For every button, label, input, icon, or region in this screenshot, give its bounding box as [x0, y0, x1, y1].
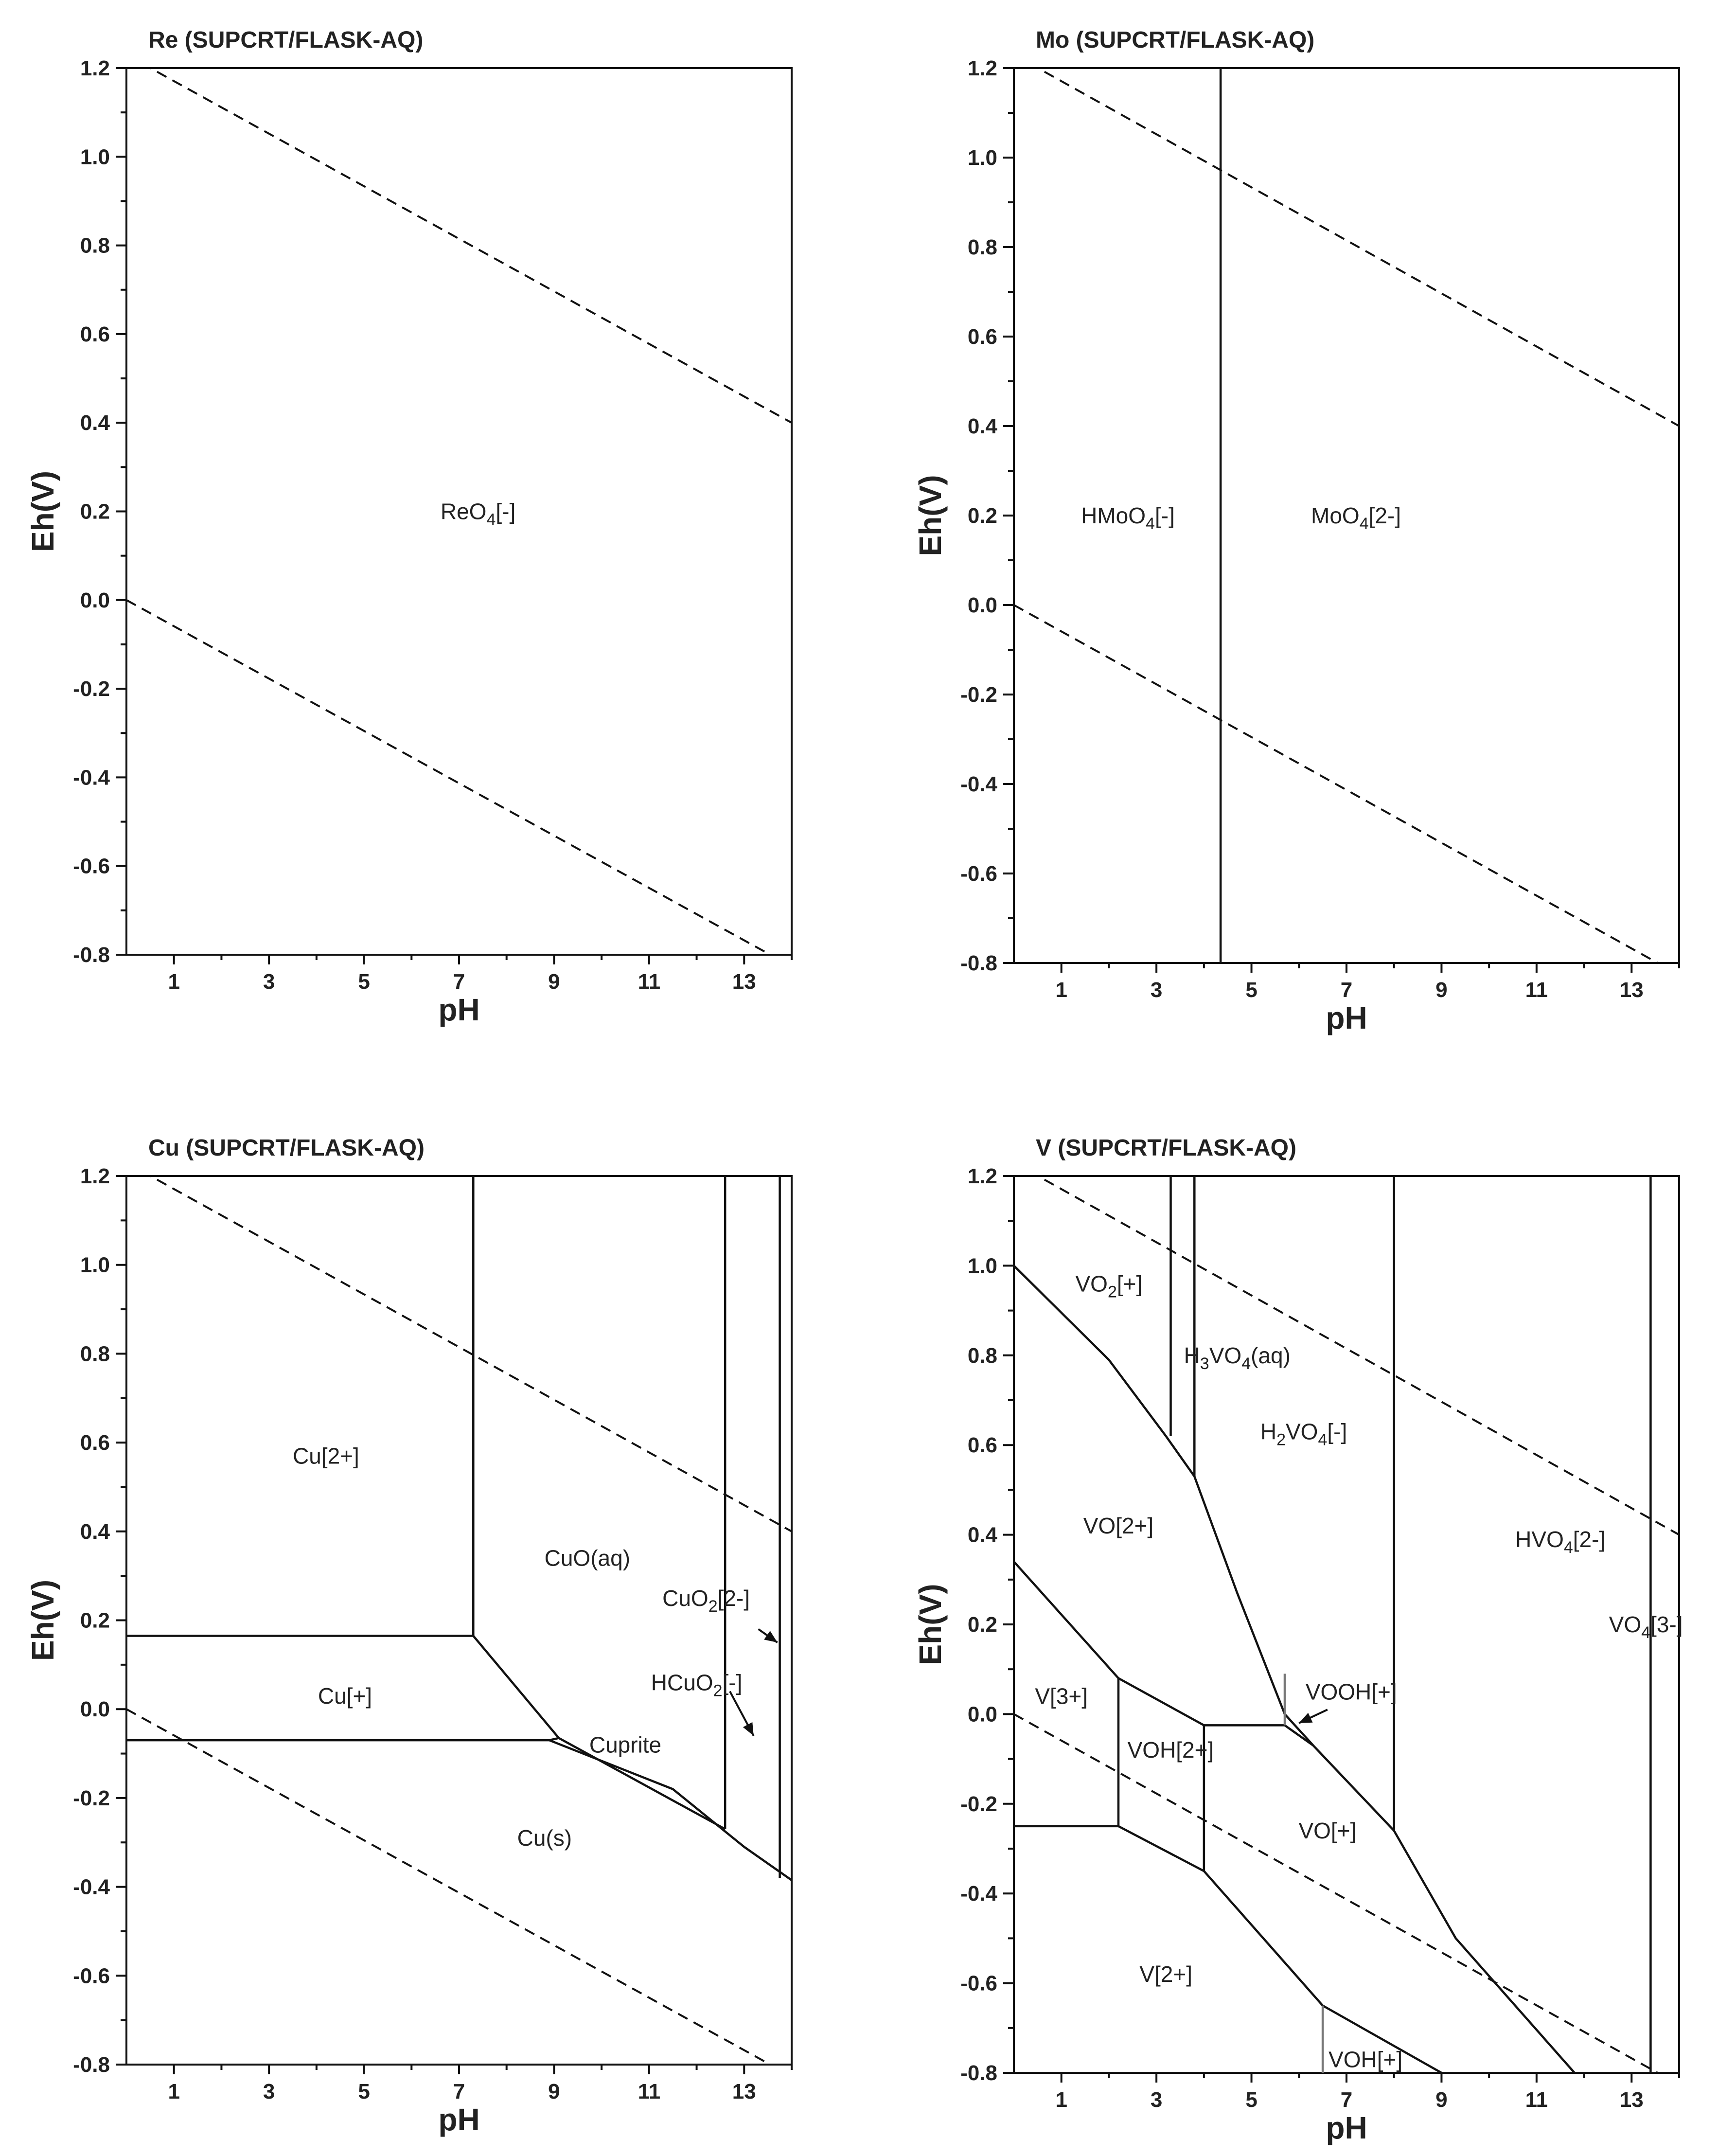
region-label: Cu(s) [517, 1825, 572, 1851]
x-tick-label: 7 [453, 2080, 465, 2103]
y-tick-label: -0.4 [73, 766, 110, 790]
y-tick-label: -0.8 [960, 951, 997, 975]
region-label: VOH[+] [1328, 2047, 1403, 2072]
chart-title: Cu (SUPCRT/FLASK-AQ) [148, 1135, 425, 1161]
region-label: VO[2+] [1083, 1513, 1154, 1539]
region-label: HMoO$_4$[-] [1081, 503, 1175, 533]
water-stability-line [126, 1163, 792, 1532]
y-tick-label: 0.8 [80, 1342, 110, 1366]
y-axis-label: Eh(V) [25, 1579, 60, 1661]
y-tick-label: 0.2 [967, 504, 997, 528]
x-tick-label: 11 [638, 2080, 661, 2103]
y-tick-label: 0.4 [80, 1519, 110, 1544]
region-label: $H_3VO_4(aq)$ [1184, 1342, 1291, 1373]
x-tick-label: 7 [1340, 2088, 1353, 2112]
y-tick-label: 0.8 [967, 235, 997, 259]
x-tick-label: 9 [1435, 978, 1448, 1002]
y-tick-label: 0.6 [967, 325, 997, 349]
y-axis-label: Eh(V) [913, 1584, 948, 1665]
region-label: $H_2VO_4[-]$ [1260, 1419, 1347, 1449]
chart-panel-1 [25, 27, 792, 1027]
chart-panel-3 [25, 1135, 792, 2137]
x-tick-label: 1 [1055, 978, 1067, 1002]
x-tick-label: 7 [1340, 978, 1353, 1002]
x-tick-label: 11 [1525, 2088, 1548, 2112]
region-label: VOH[2+] [1127, 1737, 1214, 1763]
region-label: VOOH[+] [1305, 1679, 1397, 1705]
y-tick-label: -0.2 [960, 683, 997, 707]
region-label: V[2+] [1139, 1961, 1193, 1987]
water-stability-line [126, 55, 792, 423]
x-tick-label: 5 [1245, 2088, 1258, 2112]
y-tick-label: 1.0 [967, 146, 997, 170]
x-tick-label: 5 [358, 2080, 370, 2103]
y-axis-label: Eh(V) [25, 470, 60, 552]
region-label: HCuO$_2$[-] [651, 1670, 743, 1700]
x-tick-label: 1 [168, 970, 180, 994]
region-label: Cu[2+] [292, 1443, 359, 1469]
y-tick-label: 1.0 [967, 1254, 997, 1278]
plot-frame [126, 1176, 792, 2065]
x-tick-label: 13 [1619, 2088, 1644, 2112]
y-tick-label: 1.2 [80, 56, 110, 80]
y-tick-label: -0.4 [73, 1875, 110, 1899]
region-label: $VO_2[+]$ [1075, 1271, 1143, 1301]
water-stability-line [1014, 54, 1679, 426]
y-tick-label: 0.0 [80, 1697, 110, 1722]
x-tick-label: 7 [453, 970, 465, 994]
y-axis-label: Eh(V) [913, 475, 948, 556]
x-tick-label: 3 [1150, 978, 1163, 1002]
x-axis-label: pH [438, 992, 480, 1027]
pointer-arrow [1299, 1710, 1328, 1723]
field-boundary [1014, 1826, 1441, 2073]
x-tick-label: 5 [358, 970, 370, 994]
x-axis-label: pH [1326, 1000, 1367, 1035]
water-stability-line [126, 600, 770, 955]
y-tick-label: -0.2 [73, 677, 110, 701]
region-label: $HVO_4[2-]$ [1515, 1526, 1606, 1557]
region-label: MoO$_4$[2-] [1311, 503, 1401, 533]
chart-panel-4 [913, 1135, 1683, 2145]
x-axis-label: pH [438, 2102, 480, 2137]
y-tick-label: -0.8 [73, 2053, 110, 2077]
y-tick-label: 0.4 [80, 411, 110, 435]
region-label: V[3+] [1035, 1683, 1088, 1709]
y-tick-label: 1.2 [967, 56, 997, 80]
y-tick-label: 1.2 [967, 1164, 997, 1188]
x-tick-label: 5 [1245, 978, 1258, 1002]
x-tick-label: 13 [732, 970, 756, 994]
region-label: ReO$_4$[-] [440, 499, 516, 529]
y-tick-label: 0.6 [967, 1433, 997, 1458]
field-boundary [1014, 1265, 1313, 1746]
y-tick-label: 1.0 [80, 145, 110, 169]
region-label: CuO$_2$[2-] [662, 1585, 750, 1616]
y-tick-label: 0.6 [80, 1431, 110, 1455]
y-tick-label: 0.2 [80, 499, 110, 524]
x-tick-label: 1 [168, 2080, 180, 2103]
water-stability-line [1014, 1162, 1679, 1534]
x-axis-label: pH [1326, 2110, 1367, 2145]
chart-title: V (SUPCRT/FLASK-AQ) [1036, 1135, 1296, 1161]
y-tick-label: 0.0 [967, 593, 997, 617]
y-tick-label: 0.0 [80, 588, 110, 612]
x-tick-label: 3 [263, 970, 275, 994]
x-tick-label: 3 [1150, 2088, 1163, 2112]
x-tick-label: 3 [263, 2080, 275, 2103]
y-tick-label: 0.2 [967, 1613, 997, 1637]
y-tick-label: 0.8 [80, 233, 110, 258]
field-boundary [1014, 1562, 1575, 2073]
y-tick-label: 0.0 [967, 1702, 997, 1727]
y-tick-label: -0.6 [73, 854, 110, 878]
x-tick-label: 13 [1619, 978, 1644, 1002]
region-label: VO[+] [1298, 1818, 1357, 1844]
y-tick-label: 1.0 [80, 1253, 110, 1277]
x-tick-label: 11 [1525, 978, 1548, 1002]
x-tick-label: 13 [732, 2080, 756, 2103]
region-label: CuO(aq) [544, 1545, 631, 1571]
pointer-arrow [759, 1629, 778, 1642]
y-tick-label: -0.4 [960, 772, 997, 796]
chart-panel-2 [913, 27, 1679, 1035]
x-tick-label: 11 [638, 970, 661, 994]
x-tick-label: 9 [548, 970, 560, 994]
y-tick-label: -0.2 [73, 1786, 110, 1810]
x-tick-label: 1 [1055, 2088, 1067, 2112]
y-tick-label: 0.6 [80, 322, 110, 346]
y-tick-label: -0.8 [73, 943, 110, 967]
y-tick-label: -0.6 [960, 1971, 997, 1996]
region-label: $VO_4[3-]$ [1609, 1612, 1683, 1642]
plot-area [126, 1163, 792, 2065]
pointer-arrow [730, 1692, 754, 1736]
y-tick-label: -0.6 [960, 862, 997, 886]
plot-frame [1014, 1176, 1679, 2073]
y-tick-label: 0.2 [80, 1608, 110, 1633]
y-tick-label: 0.4 [967, 414, 997, 438]
y-tick-label: 0.4 [967, 1523, 997, 1547]
x-tick-label: 9 [548, 2080, 560, 2103]
water-stability-line [1014, 605, 1658, 963]
field-boundary [549, 1740, 792, 1880]
y-tick-label: -0.2 [960, 1792, 997, 1816]
chart-title: Re (SUPCRT/FLASK-AQ) [148, 27, 424, 53]
y-tick-label: -0.8 [960, 2061, 997, 2085]
water-stability-line [126, 1709, 770, 2065]
y-tick-label: 1.2 [80, 1164, 110, 1188]
chart-title: Mo (SUPCRT/FLASK-AQ) [1036, 27, 1315, 53]
y-tick-label: -0.6 [73, 1964, 110, 1988]
y-tick-label: -0.4 [960, 1882, 997, 1906]
x-tick-label: 9 [1435, 2088, 1448, 2112]
region-label: Cuprite [589, 1732, 662, 1758]
region-label: Cu[+] [318, 1683, 372, 1709]
y-tick-label: 0.8 [967, 1343, 997, 1368]
